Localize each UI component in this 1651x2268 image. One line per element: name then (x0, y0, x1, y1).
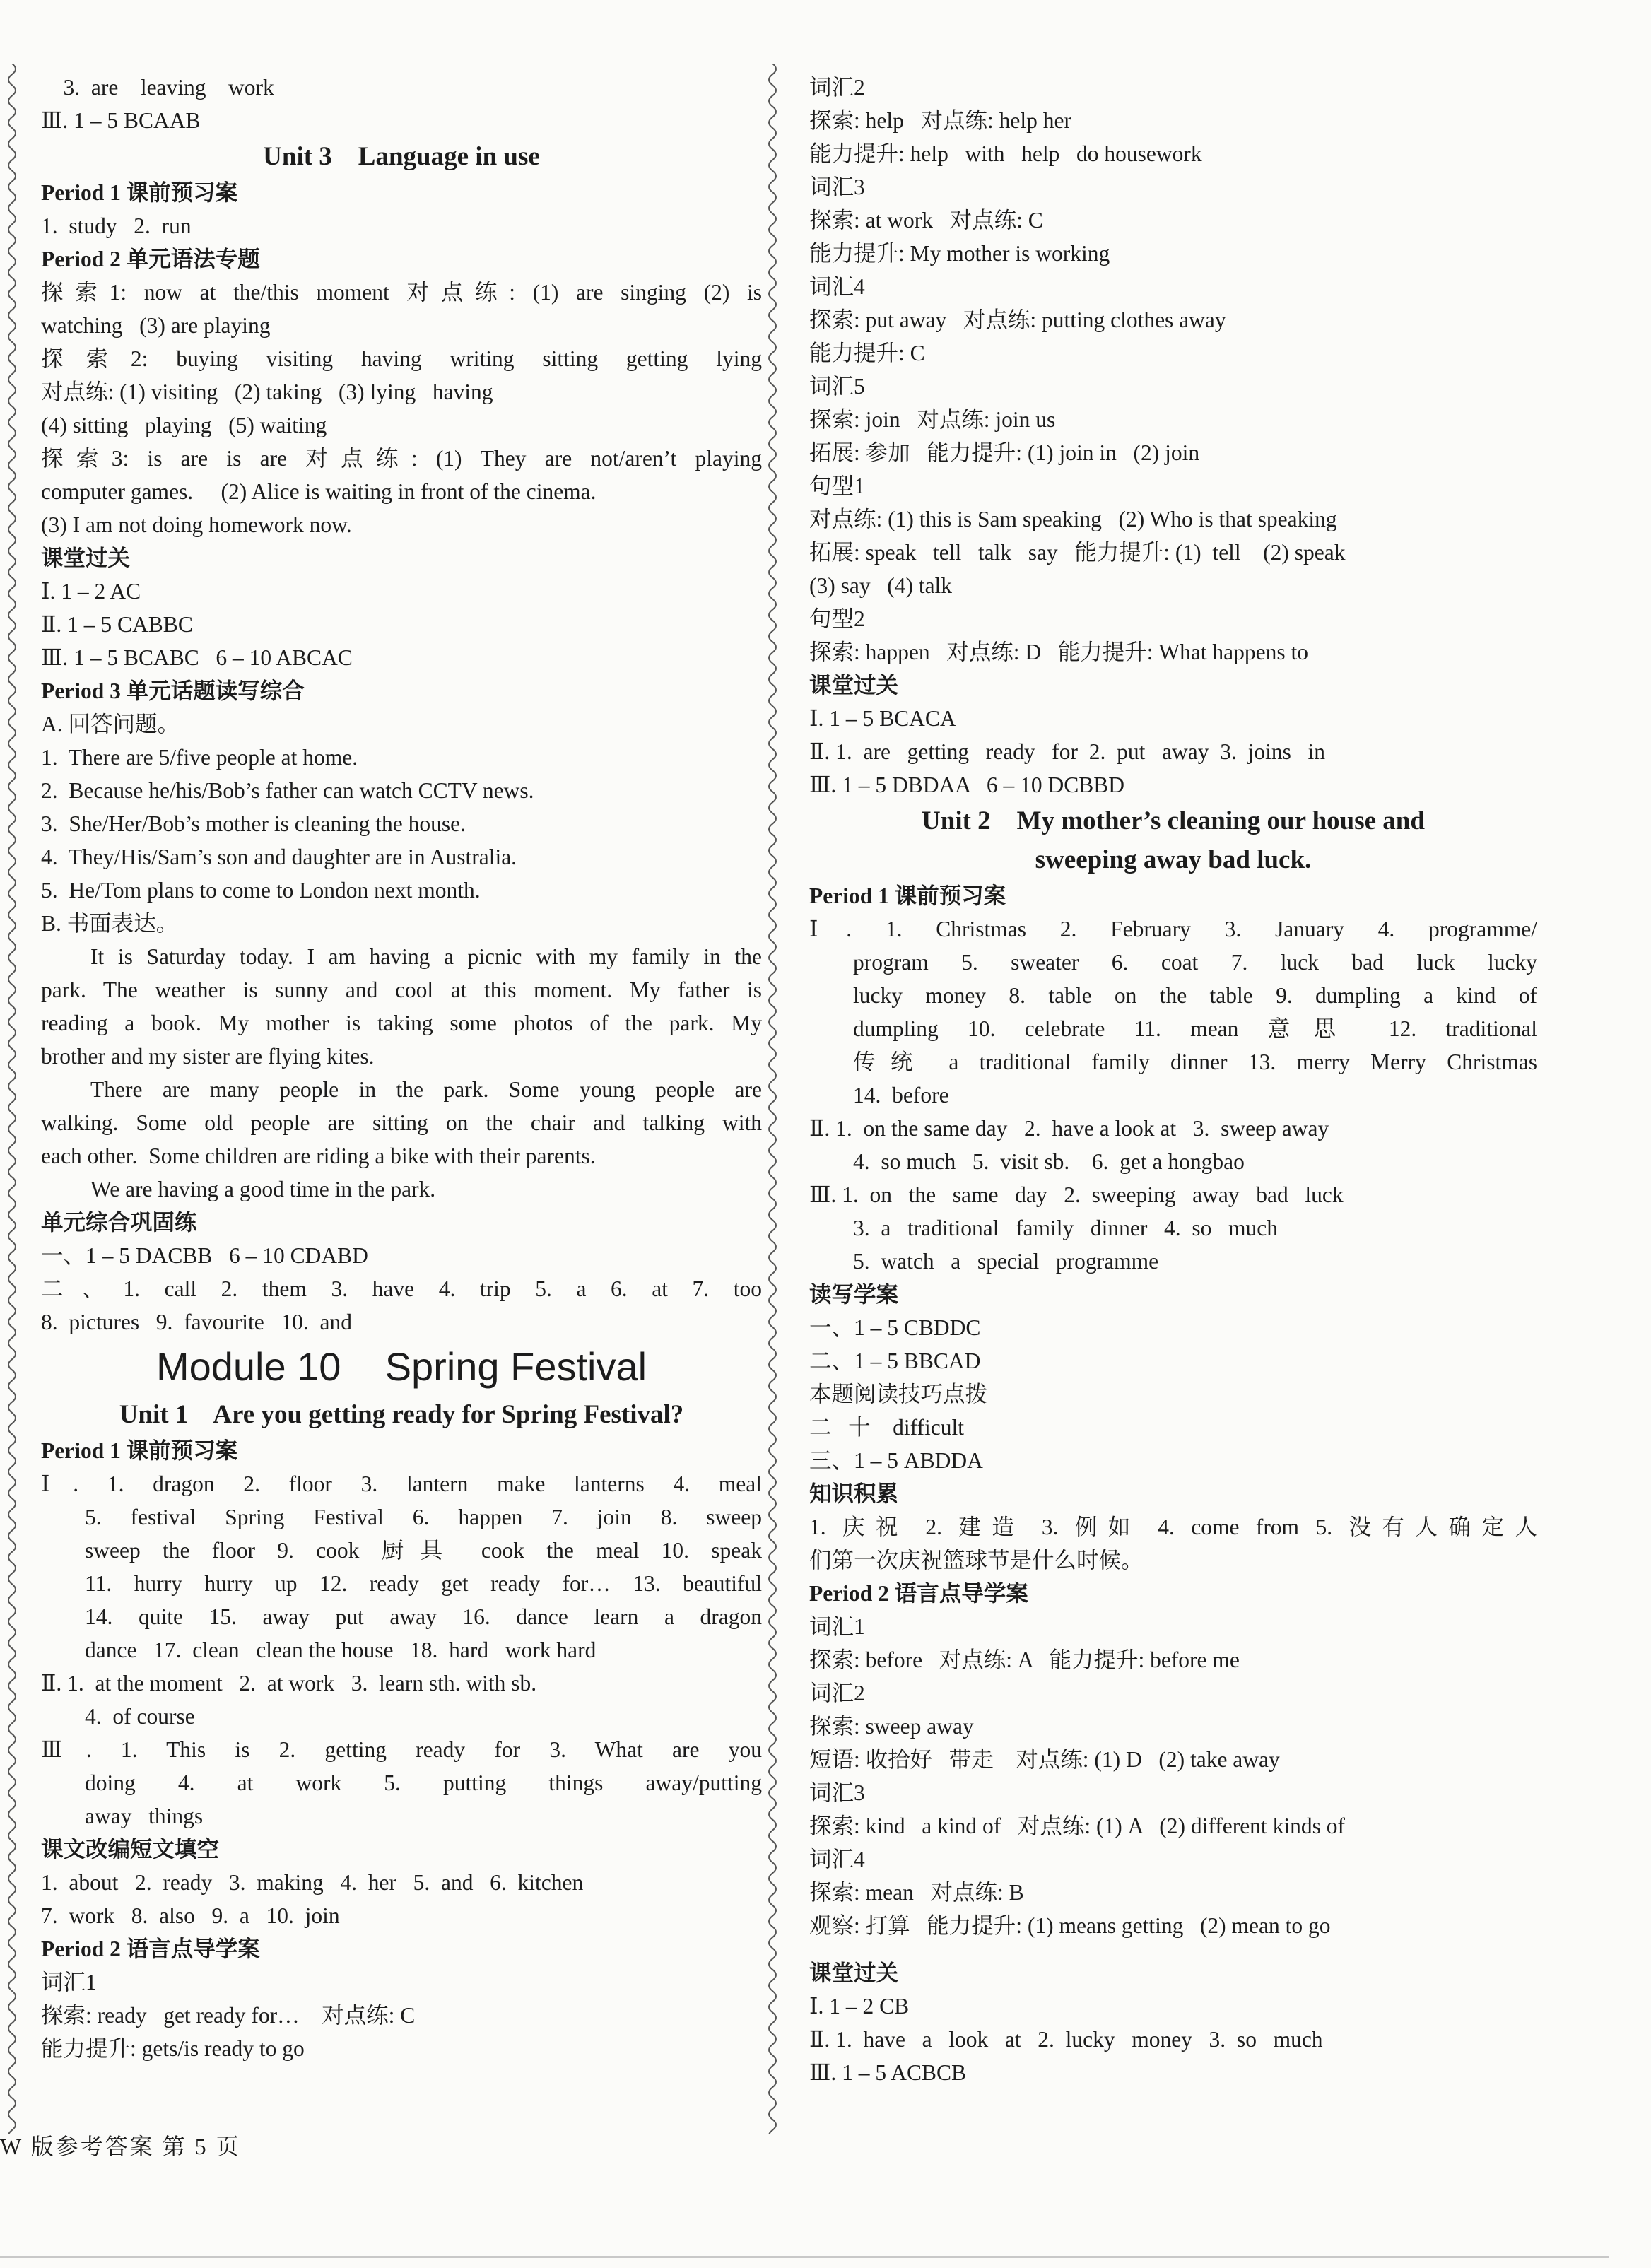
left-column-line: There are many people in the park. Some young people are (90, 1077, 762, 1102)
left-column-line: dance 17. clean clean the house 18. hard work hard (85, 1638, 597, 1662)
right-column-line: 课堂过关 (809, 673, 899, 698)
left-column-line: 词汇1 (41, 1970, 97, 1994)
right-column-line: 词汇3 (809, 175, 865, 199)
right-column-line: 探索: help 对点练: help her (809, 108, 1071, 133)
right-column-line: dumpling 10. celebrate 11. mean 意思 12. traditional (853, 1016, 1537, 1041)
right-column-line: Ⅱ. 1. have a look at 2. lucky money 3. so much (809, 2027, 1323, 2052)
left-column-line: 课文改编短文填空 (41, 1837, 220, 1862)
bottom-rule (0, 2256, 1609, 2258)
right-column (809, 71, 1537, 2089)
left-column-line: Ⅲ. 1 – 5 BCAAB (41, 108, 201, 133)
left-column-line: reading a book. My mother is taking some photos of the park. My (41, 1011, 762, 1035)
right-column-line: 词汇2 (809, 1681, 865, 1705)
right-column-line: 探索: mean 对点练: B (809, 1880, 1024, 1905)
left-column-line: 1. study 2. run (41, 213, 192, 238)
left-column-line: Period 1 课前预习案 (41, 1438, 238, 1463)
left-column-line: Ⅱ. 1. at the moment 2. at work 3. learn sth. with sb. (41, 1671, 537, 1696)
left-column-line: Unit 1 Are you getting ready for Spring Festival? (119, 1400, 684, 1429)
right-column-line: 词汇3 (809, 1780, 865, 1805)
left-column-line: 5. He/Tom plans to come to London next month. (41, 878, 481, 903)
left-column (41, 71, 762, 2065)
right-column-line: 探索: at work 对点练: C (809, 208, 1043, 233)
left-column-line: 7. work 8. also 9. a 10. join (41, 1903, 340, 1928)
left-column-line: 探索2: buying visiting having writing sitting getting lying (41, 346, 762, 371)
left-column-line: A. 回答问题。 (41, 712, 180, 736)
left-column-line: It is Saturday today. I am having a picnic with my family in the (90, 944, 762, 969)
left-column-line: 1. about 2. ready 3. making 4. her 5. and 6. kitchen (41, 1870, 584, 1895)
right-column-line: (3) say (4) talk (809, 573, 953, 598)
left-column-line: 探索1: now at the/this moment 对点练: (1) are singing (2) is (41, 280, 762, 305)
left-column-line: 二、1. call 2. them 3. have 4. trip 5. a 6. at 7. too (41, 1276, 762, 1301)
right-column-line: 三、1 – 5 ABDDA (809, 1448, 983, 1473)
left-column-line: Ⅲ. 1. This is 2. getting ready for 3. What are you (41, 1737, 762, 1762)
right-column-line: Ⅲ. 1 – 5 ACBCB (809, 2060, 967, 2085)
right-column-line: Ⅱ. 1. on the same day 2. have a look at 3. sweep away (809, 1116, 1329, 1141)
left-column-line: watching (3) are playing (41, 313, 271, 338)
left-column-line: 4. of course (85, 1704, 195, 1729)
right-column-line: 探索: sweep away (809, 1714, 974, 1739)
right-column-line: 探索: join 对点练: join us (809, 407, 1056, 432)
right-column-line: 能力提升: My mother is working (809, 241, 1110, 266)
left-column-line: 14. quite 15. away put away 16. dance learn a dragon (85, 1604, 762, 1629)
right-column-line: Ⅱ. 1. are getting ready for 2. put away 3. joins in (809, 739, 1326, 764)
right-column-line: 词汇4 (809, 1847, 865, 1872)
right-column-line: 5. watch a special programme (853, 1249, 1159, 1274)
left-margin-wave (4, 64, 20, 2134)
right-column-line: 词汇4 (809, 274, 865, 299)
right-column-line: Ⅰ. 1 – 2 CB (809, 1994, 910, 2019)
left-column-line: Period 3 单元话题读写综合 (41, 678, 305, 703)
right-column-line: 短语: 收拾好 带走 对点练: (1) D (2) take away (809, 1747, 1280, 1772)
right-column-line: 14. before (853, 1083, 949, 1107)
left-column-line: 11. hurry hurry up 12. ready get ready for… 13. beautiful (85, 1571, 762, 1596)
right-column-line (809, 1942, 1537, 1956)
left-column-line: 2. Because he/his/Bob’s father can watch CCTV news. (41, 778, 534, 803)
right-column-line: 读写学案 (809, 1282, 899, 1307)
right-column-line: lucky money 8. table on the table 9. dumpling a kind of (853, 983, 1537, 1008)
left-column-line: Ⅰ. 1. dragon 2. floor 3. lantern make lanterns 4. meal (41, 1471, 762, 1496)
left-column-line: brother and my sister are flying kites. (41, 1044, 375, 1069)
right-column-line: 拓展: 参加 能力提升: (1) join in (2) join (809, 440, 1200, 465)
right-column-line: 对点练: (1) this is Sam speaking (2) Who is that speaking (809, 507, 1337, 531)
page-footer: W 版参考答案 第 5 页 (0, 2134, 241, 2159)
right-column-line: 本题阅读技巧点拨 (809, 1382, 988, 1406)
right-column-line: sweeping away bad luck. (1035, 845, 1312, 874)
left-column-line: Ⅱ. 1 – 5 CABBC (41, 612, 193, 637)
left-column-line: 8. pictures 9. favourite 10. and (41, 1310, 353, 1334)
right-column-line: 句型1 (809, 474, 865, 498)
right-column-line: Ⅰ. 1. Christmas 2. February 3. January 4. programme/ (809, 917, 1537, 941)
right-column-line: Period 2 语言点导学案 (809, 1581, 1028, 1606)
left-column-line: 5. festival Spring Festival 6. happen 7. join 8. sweep (85, 1505, 762, 1529)
right-column-line: 拓展: speak tell talk say 能力提升: (1) tell (2) speak (809, 540, 1346, 565)
left-column-line: Ⅰ. 1 – 2 AC (41, 579, 141, 604)
left-column-line: Period 2 单元语法专题 (41, 247, 260, 271)
left-column-line: Ⅲ. 1 – 5 BCABC 6 – 10 ABCAC (41, 645, 353, 670)
right-column-line: 词汇2 (809, 75, 865, 100)
right-column-line: Ⅰ. 1 – 5 BCACA (809, 706, 956, 731)
right-column-line: 探索: happen 对点练: D 能力提升: What happens to (809, 640, 1309, 664)
right-column-line: 课堂过关 (809, 1961, 899, 1985)
left-column-line: each other. Some children are riding a bike with their parents. (41, 1144, 596, 1168)
right-column-line: 3. a traditional family dinner 4. so much (853, 1216, 1279, 1240)
right-column-line: 传统 a traditional family dinner 13. merry Merry Christmas (853, 1050, 1537, 1074)
right-column-line: 探索: put away 对点练: putting clothes away (809, 307, 1226, 332)
left-column-line: doing 4. at work 5. putting things away/putting (85, 1770, 762, 1795)
left-column-line: computer games. (2) Alice is waiting in front of the cinema. (41, 479, 597, 504)
right-column-line: 探索: kind a kind of 对点练: (1) A (2) different kinds of (809, 1814, 1345, 1838)
right-column-line: 二、1 – 5 BBCAD (809, 1349, 981, 1373)
right-column-line: 能力提升: help with help do housework (809, 141, 1202, 166)
left-column-line: sweep the floor 9. cook 厨具 cook the meal 10. speak (85, 1538, 762, 1563)
right-column-line: 一、1 – 5 CBDDC (809, 1315, 981, 1340)
left-column-line: 4. They/His/Sam’s son and daughter are in Australia. (41, 845, 517, 869)
left-column-line: B. 书面表达。 (41, 911, 179, 936)
left-column-line: park. The weather is sunny and cool at this moment. My father is (41, 977, 762, 1002)
left-column-line: 单元综合巩固练 (41, 1210, 197, 1235)
left-column-line: 探索3: is are is are 对点练: (1) They are not/aren’t playing (41, 446, 762, 471)
right-column-line: 知识积累 (809, 1481, 899, 1506)
left-column-line: Period 2 语言点导学案 (41, 1937, 260, 1961)
left-column-line: 能力提升: gets/is ready to go (41, 2036, 305, 2061)
left-column-line: (4) sitting playing (5) waiting (41, 413, 327, 437)
right-column-line: 二 十 difficult (809, 1415, 965, 1440)
left-column-line: Period 1 课前预习案 (41, 180, 238, 205)
right-column-line: 1. 庆祝 2. 建造 3. 例如 4. come from 5. 没有人确定人 (809, 1515, 1537, 1539)
right-column-line: 们第一次庆祝篮球节是什么时候。 (809, 1548, 1144, 1573)
left-column-line: We are having a good time in the park. (90, 1177, 436, 1201)
left-column-line: (3) I am not doing homework now. (41, 512, 352, 537)
left-column-line: 3. She/Her/Bob’s mother is cleaning the house. (41, 811, 466, 836)
right-column-line: 词汇5 (809, 374, 865, 399)
left-column-line: Unit 3 Language in use (263, 142, 540, 171)
right-column-line: Period 1 课前预习案 (809, 883, 1006, 908)
right-column-line: program 5. sweater 6. coat 7. luck bad luck lucky (853, 950, 1537, 975)
right-column-line: Ⅲ. 1. on the same day 2. sweeping away bad luck (809, 1182, 1344, 1207)
left-column-line: 一、1 – 5 DACBB 6 – 10 CDABD (41, 1243, 368, 1268)
left-column-line: Module 10 Spring Festival (155, 1344, 647, 1389)
right-column-line: 能力提升: C (809, 341, 925, 365)
left-column-line: walking. Some old people are sitting on the chair and talking with (41, 1110, 762, 1135)
right-column-line: 探索: before 对点练: A 能力提升: before me (809, 1647, 1240, 1672)
left-column-line: 课堂过关 (41, 546, 131, 570)
right-column-line: 4. so much 5. visit sb. 6. get a hongbao (853, 1149, 1245, 1174)
left-column-line: away things (85, 1804, 204, 1828)
right-column-line: Unit 2 My mother’s cleaning our house and (922, 806, 1425, 835)
right-column-line: Ⅲ. 1 – 5 DBDAA 6 – 10 DCBBD (809, 772, 1125, 797)
left-column-line: 对点练: (1) visiting (2) taking (3) lying having (41, 380, 493, 404)
left-column-line: 3. are leaving work (41, 75, 274, 100)
left-column-line: 探索: ready get ready for… 对点练: C (41, 2003, 416, 2028)
right-column-line: 句型2 (809, 606, 865, 631)
left-column-line: 1. There are 5/five people at home. (41, 745, 358, 770)
right-column-line: 词汇1 (809, 1614, 865, 1639)
right-column-line: 观察: 打算 能力提升: (1) means getting (2) mean to go (809, 1913, 1331, 1938)
column-divider-wave (765, 64, 780, 2134)
